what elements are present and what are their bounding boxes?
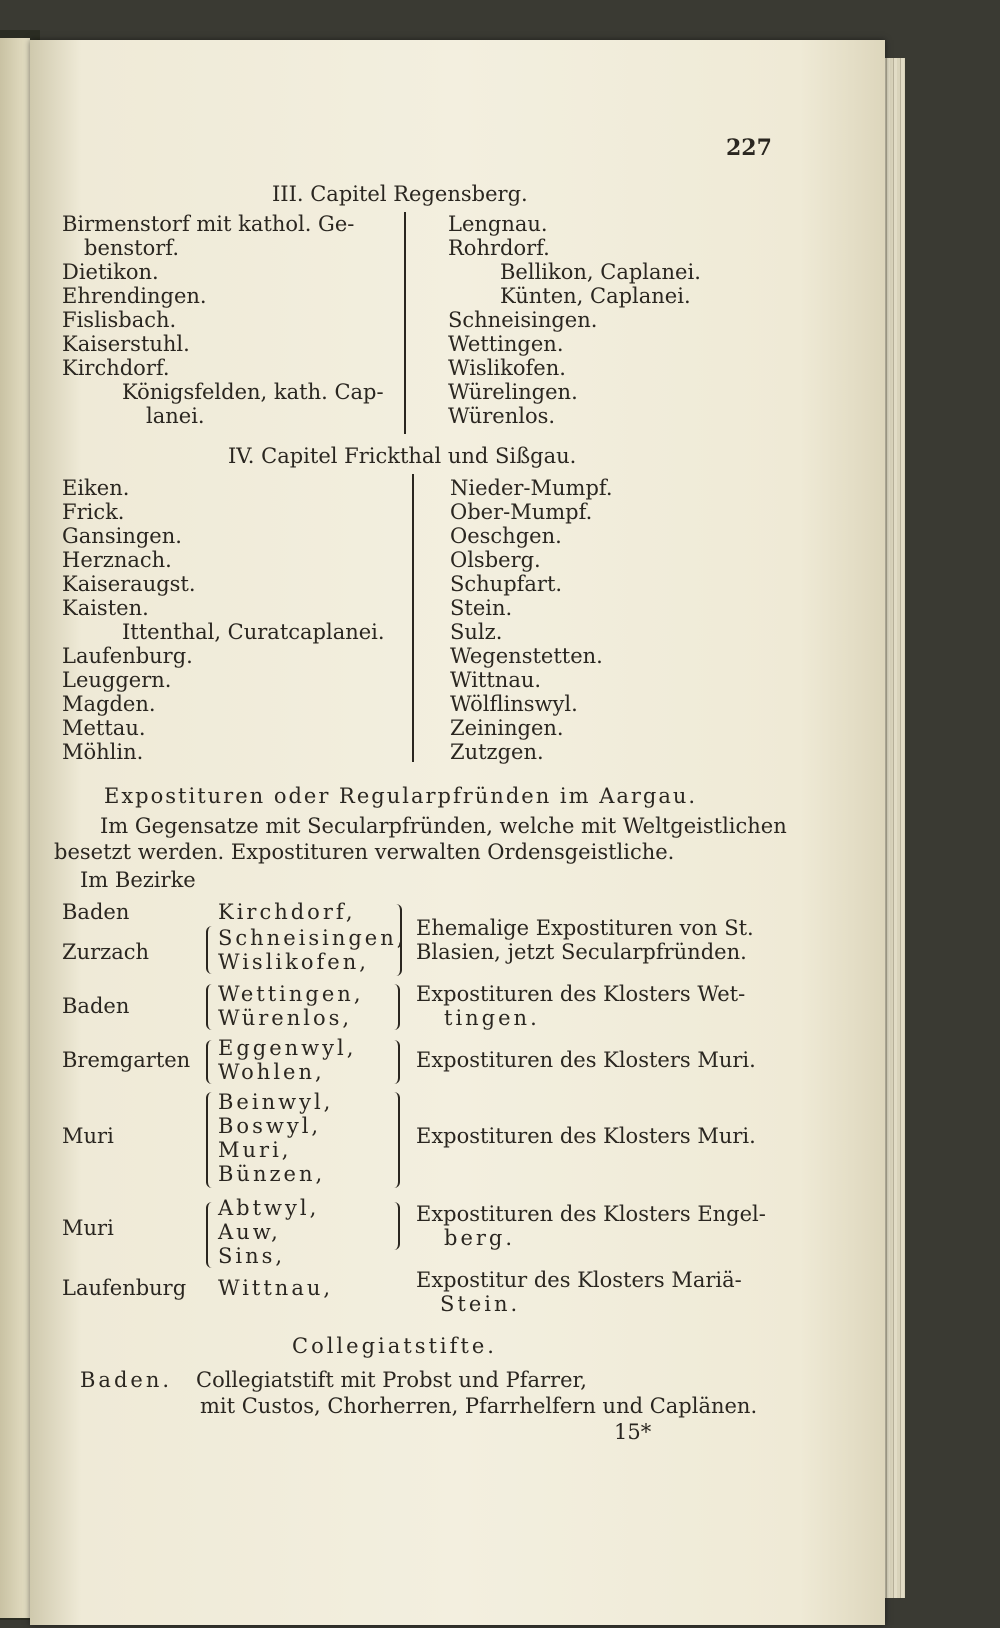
section-heading: IV. Capitel Frickthal und Sißgau.: [228, 444, 577, 468]
left-brace: [206, 1092, 214, 1188]
district-name: Laufenburg: [62, 1276, 187, 1300]
district-name: Bremgarten: [62, 1048, 191, 1072]
left-brace: [206, 1202, 214, 1268]
parish-left: Kaiserstuhl.: [62, 332, 190, 356]
left-brace: [206, 1040, 214, 1084]
place-name: Wittnau,: [218, 1276, 334, 1300]
parish-left: Birmenstorf mit kathol. Ge-: [62, 212, 355, 236]
place-name: Eggenwyl,: [218, 1036, 357, 1060]
parish-left: Gansingen.: [62, 524, 182, 548]
parish-left: Fislisbach.: [62, 308, 177, 332]
place-name: Beinwyl,: [218, 1090, 334, 1114]
parish-left: Magden.: [62, 692, 156, 716]
column-divider: [404, 212, 406, 434]
district-name: Baden: [62, 994, 130, 1018]
parish-left: Kaiseraugst.: [62, 572, 196, 596]
parish-left: Ehrendingen.: [62, 284, 207, 308]
signature-mark: 15*: [614, 1420, 652, 1444]
district-name: Muri: [62, 1216, 114, 1240]
expositure-note: tingen.: [444, 1006, 540, 1030]
district-name: Zurzach: [62, 940, 150, 964]
left-brace: [206, 926, 214, 974]
parish-right: Wettingen.: [448, 332, 564, 356]
left-brace: [206, 984, 214, 1030]
parish-right: Lengnau.: [448, 212, 548, 236]
collegiate-text: mit Custos, Chorherren, Pfarrhelfern und Caplänen.: [200, 1394, 758, 1418]
district-name: Muri: [62, 1124, 114, 1148]
place-name: Würenlos,: [218, 1006, 353, 1030]
parish-right: Sulz.: [450, 620, 503, 644]
place-name: Schneisingen,: [218, 926, 407, 950]
parish-right: Würelingen.: [448, 380, 578, 404]
place-name: Wohlen,: [218, 1060, 325, 1084]
parish-right: Wölflinswyl.: [450, 692, 578, 716]
parish-left: Kaisten.: [62, 596, 149, 620]
parish-left: Frick.: [62, 500, 125, 524]
right-brace: [392, 984, 400, 1030]
intro-text: Im Gegensatze mit Secularpfründen, welche mit Weltgeistlichen: [100, 814, 787, 838]
column-divider: [412, 474, 414, 762]
parish-right: Nieder-Mumpf.: [450, 476, 613, 500]
section-heading: Expostituren oder Regularpfründen im Aargau.: [104, 784, 698, 808]
parish-left: lanei.: [146, 404, 205, 428]
expositure-note: Expostituren des Klosters Wet-: [416, 982, 746, 1006]
parish-right: Wittnau.: [450, 668, 542, 692]
place-name: Sins,: [218, 1244, 286, 1268]
place-name: Muri,: [218, 1138, 292, 1162]
right-brace: [392, 1092, 400, 1188]
parish-left: Leuggern.: [62, 668, 172, 692]
parish-left: Herznach.: [62, 548, 172, 572]
parish-left: Mettau.: [62, 716, 146, 740]
expositure-note: Expostituren des Klosters Muri.: [416, 1048, 756, 1072]
parish-right: Würenlos.: [448, 404, 556, 428]
parish-right: Olsberg.: [450, 548, 541, 572]
parish-right: Rohrdorf.: [448, 236, 550, 260]
expositure-note: Expostitur des Klosters Mariä-: [416, 1268, 742, 1292]
district-name: Baden.: [80, 1368, 173, 1392]
parish-left: Dietikon.: [62, 260, 159, 284]
parish-right: Bellikon, Caplanei.: [500, 260, 701, 284]
parish-right: Zeiningen.: [450, 716, 564, 740]
right-brace: [392, 1040, 400, 1084]
parish-left: Kirchdorf.: [62, 356, 170, 380]
parish-right: Künten, Caplanei.: [500, 284, 691, 308]
place-name: Bünzen,: [218, 1162, 326, 1186]
bezirk-label: Im Bezirke: [80, 868, 196, 892]
parish-right: Schneisingen.: [448, 308, 598, 332]
place-name: Wislikofen,: [218, 950, 369, 974]
place-name: Kirchdorf,: [218, 900, 356, 924]
parish-left: Ittenthal, Curatcaplanei.: [122, 620, 385, 644]
collegiate-text: Collegiatstift mit Probst und Pfarrer,: [196, 1368, 587, 1392]
place-name: Wettingen,: [218, 982, 364, 1006]
section-heading: III. Capitel Regensberg.: [272, 182, 528, 206]
place-name: Auw,: [218, 1220, 281, 1244]
expositure-note: berg.: [444, 1226, 516, 1250]
parish-right: Stein.: [450, 596, 513, 620]
expositure-note: Expostituren des Klosters Muri.: [416, 1124, 756, 1148]
parish-right: Oeschgen.: [450, 524, 562, 548]
left-page-edge: [0, 38, 30, 1618]
district-name: Baden: [62, 900, 130, 924]
expositure-note: Ehemalige Expostituren von St.: [416, 916, 754, 940]
place-name: Boswyl,: [218, 1114, 322, 1138]
right-brace: [394, 904, 402, 976]
expositure-note: Expostituren des Klosters Engel-: [416, 1202, 766, 1226]
parish-right: Ober-Mumpf.: [450, 500, 593, 524]
expositure-note: Stein.: [440, 1292, 521, 1316]
section-heading: Collegiatstifte.: [292, 1334, 497, 1358]
expositure-note: Blasien, jetzt Secularpfründen.: [416, 940, 747, 964]
parish-left: Eiken.: [62, 476, 130, 500]
right-brace: [392, 1202, 400, 1250]
parish-right: Zutzgen.: [450, 740, 544, 764]
page-number: 227: [726, 135, 772, 161]
parish-right: Wislikofen.: [448, 356, 566, 380]
intro-text: besetzt werden. Expostituren verwalten Ordensgeistliche.: [54, 840, 675, 864]
place-name: Abtwyl,: [218, 1196, 320, 1220]
parish-left: Möhlin.: [62, 740, 144, 764]
parish-left: Königsfelden, kath. Cap-: [122, 380, 384, 404]
parish-right: Wegenstetten.: [450, 644, 603, 668]
parish-left: Laufenburg.: [62, 644, 193, 668]
parish-left: benstorf.: [84, 236, 179, 260]
parish-right: Schupfart.: [450, 572, 563, 596]
